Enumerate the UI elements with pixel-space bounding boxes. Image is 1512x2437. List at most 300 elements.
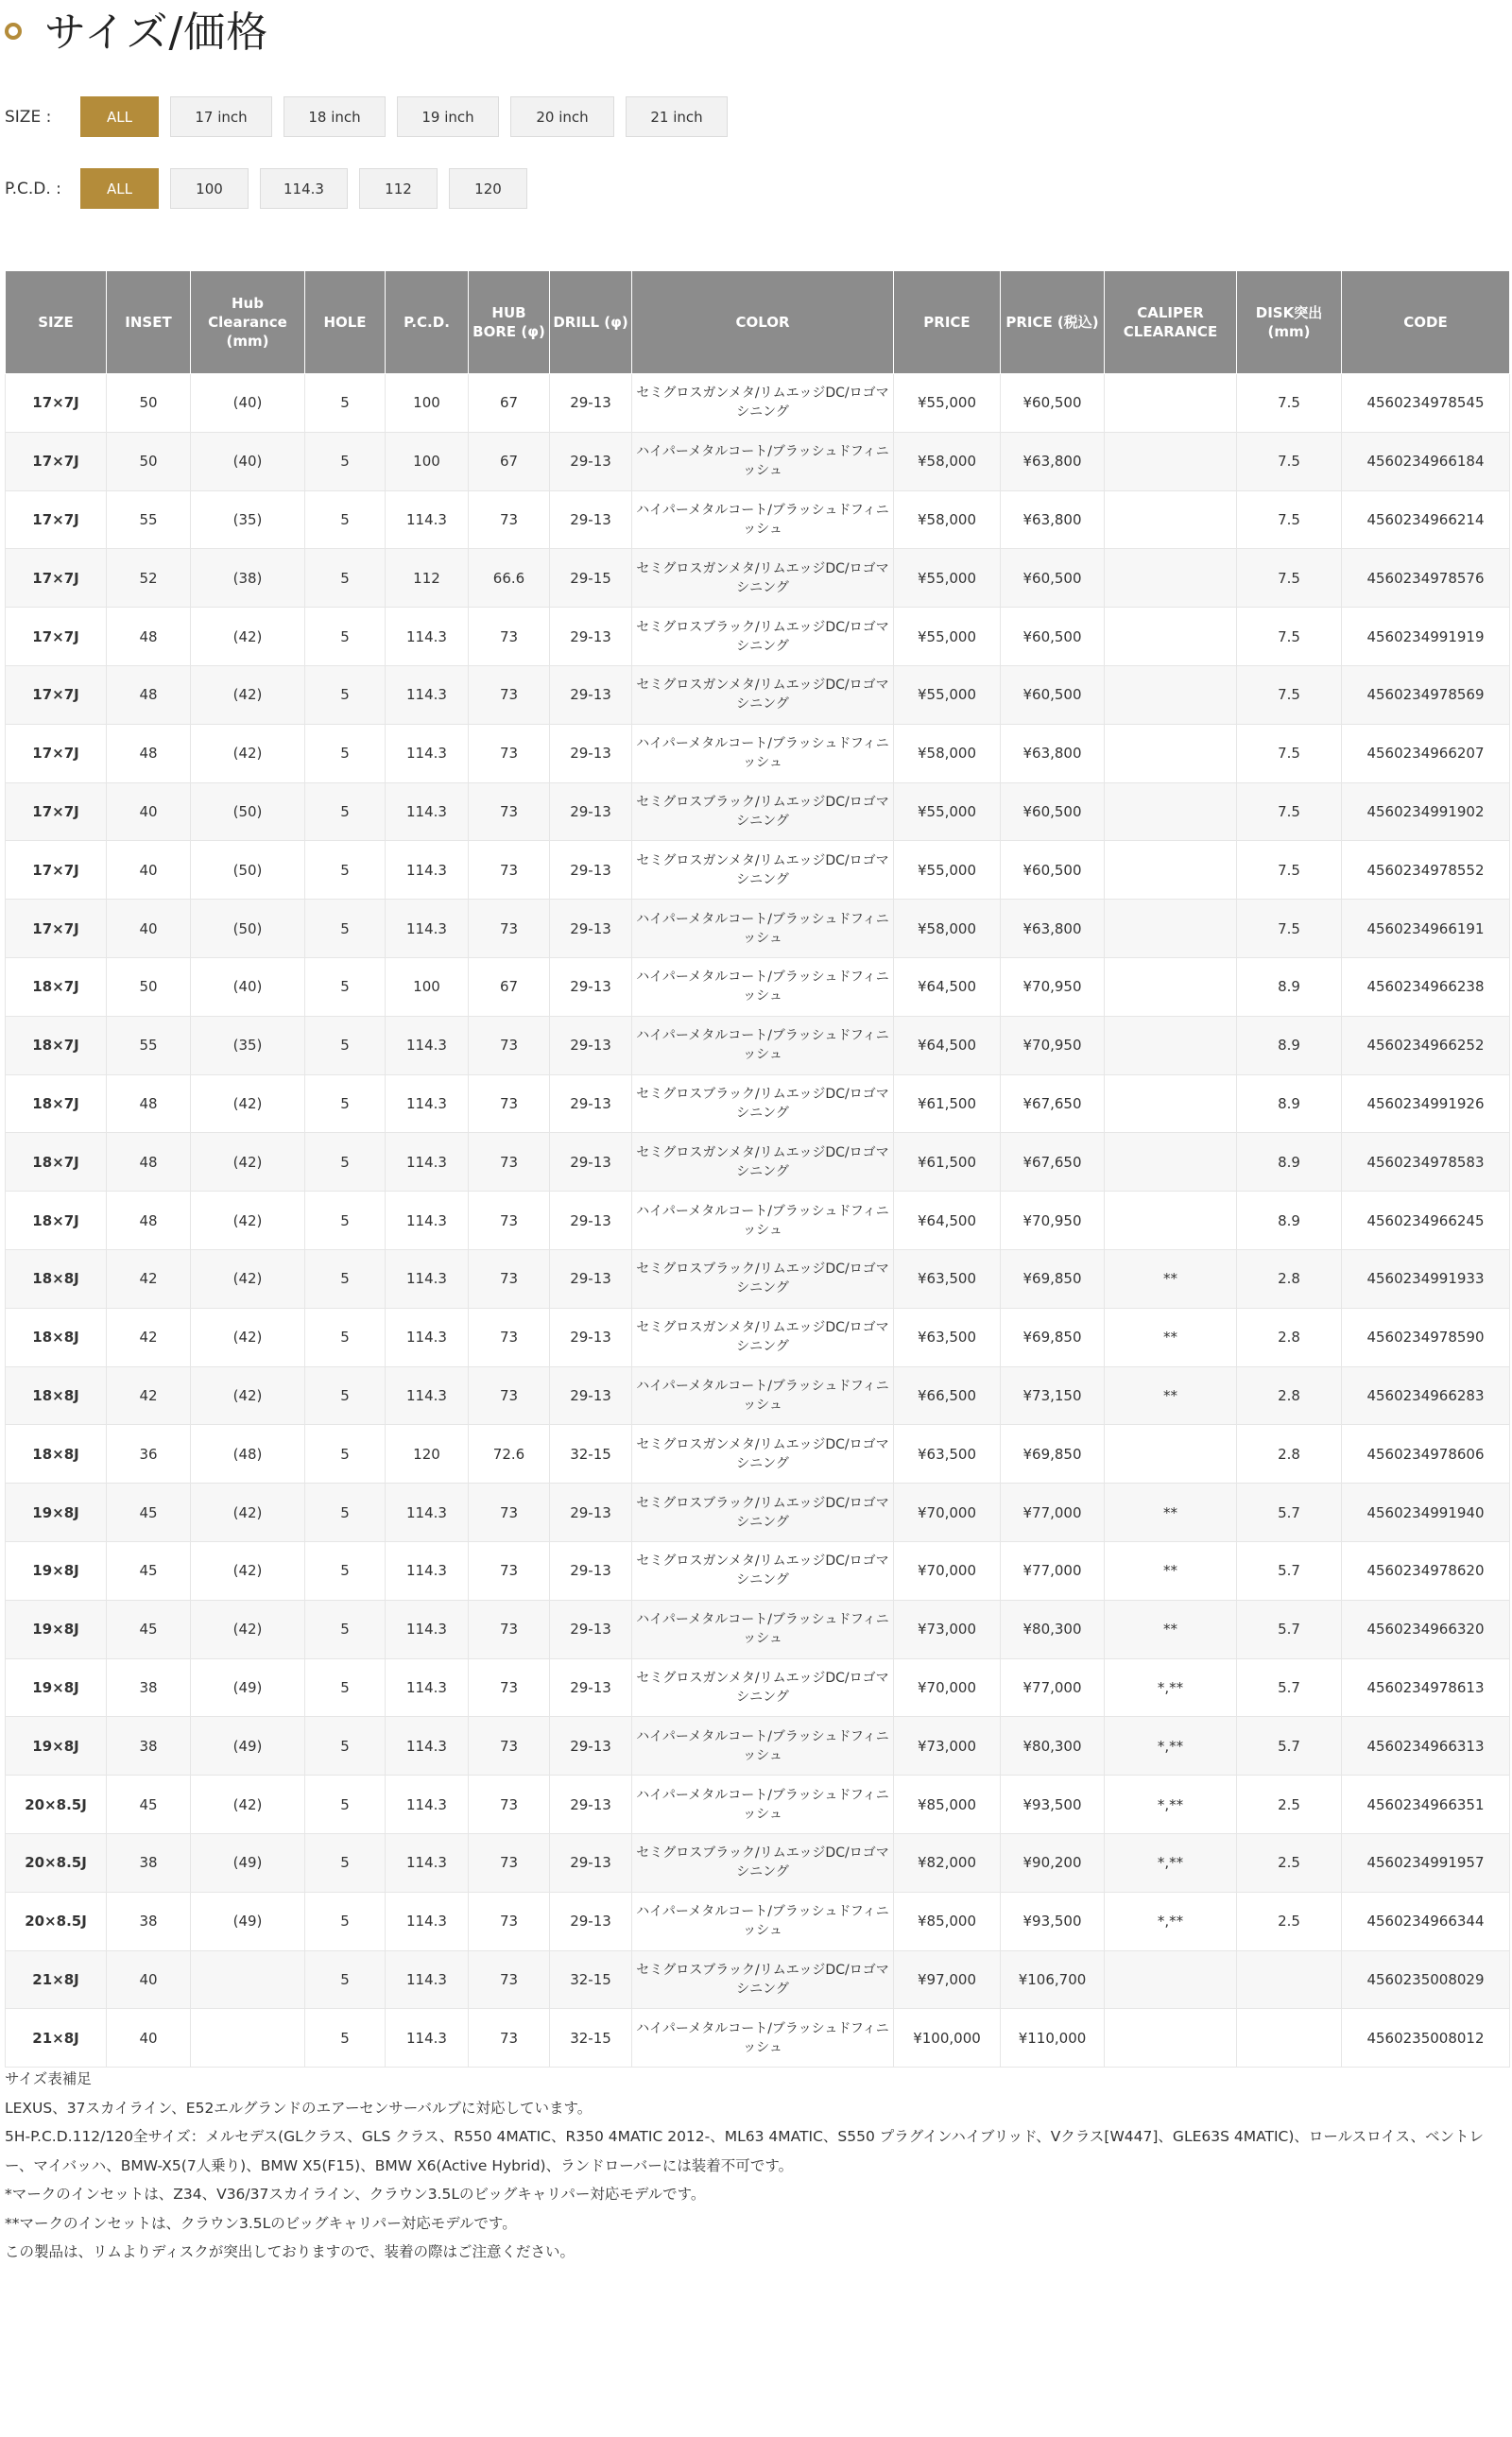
table-cell: [191, 1950, 305, 2009]
table-cell: (42): [191, 1192, 305, 1250]
table-cell: ¥61,500: [894, 1133, 1001, 1192]
table-cell: ¥66,500: [894, 1366, 1001, 1425]
table-cell: 21×8J: [6, 1950, 107, 2009]
table-cell: 8.9: [1237, 1074, 1342, 1133]
table-cell: 8.9: [1237, 1016, 1342, 1074]
table-cell: 29-13: [550, 1776, 632, 1834]
table-cell: 114.3: [386, 1892, 469, 1950]
table-cell: ¥73,000: [894, 1717, 1001, 1776]
table-cell: 73: [469, 1950, 550, 2009]
table-cell: [1105, 374, 1237, 433]
table-row: [6, 1074, 1510, 1133]
table-cell: [1105, 841, 1237, 900]
table-cell: 114.3: [386, 1133, 469, 1192]
table-cell: 29-13: [550, 900, 632, 958]
table-cell: [1105, 608, 1237, 666]
table-row: [6, 432, 1510, 490]
table-cell: 18×8J: [6, 1308, 107, 1366]
table-cell: 73: [469, 1074, 550, 1133]
pcd-filter-chip[interactable]: 120: [449, 168, 527, 209]
table-cell: (48): [191, 1425, 305, 1484]
column-header: COLOR: [632, 271, 894, 374]
table-cell: 73: [469, 1484, 550, 1542]
table-cell: 73: [469, 724, 550, 782]
table-row: [6, 1892, 1510, 1950]
table-cell: ¥69,850: [1001, 1425, 1105, 1484]
table-cell: ¥61,500: [894, 1074, 1001, 1133]
table-cell: ¥63,500: [894, 1308, 1001, 1366]
table-cell: ハイパーメタルコート/ブラッシュドフィニッシュ: [632, 1717, 894, 1776]
table-cell: 29-13: [550, 1600, 632, 1658]
table-cell: 66.6: [469, 549, 550, 608]
table-cell: 4560234966207: [1342, 724, 1510, 782]
table-cell: 5: [305, 1074, 386, 1133]
table-row: [6, 665, 1510, 724]
table-cell: 73: [469, 1133, 550, 1192]
table-cell: ¥58,000: [894, 432, 1001, 490]
table-cell: ¥60,500: [1001, 841, 1105, 900]
pcd-filter-chip[interactable]: 100: [170, 168, 249, 209]
table-cell: ハイパーメタルコート/ブラッシュドフィニッシュ: [632, 900, 894, 958]
table-cell: ハイパーメタルコート/ブラッシュドフィニッシュ: [632, 2009, 894, 2068]
table-cell: 114.3: [386, 841, 469, 900]
table-cell: ¥93,500: [1001, 1776, 1105, 1834]
table-cell: 40: [107, 2009, 191, 2068]
note-line: 5H-P.C.D.112/120全サイズ：メルセデス(GLクラス、GLS クラス、R550 4MATIC、R350 4MATIC 2012-、ML63 4MATIC、S550 プラグインハイブリッド、Vクラス[W447]、GLE63S 4MATIC)、ロールスロイス、ベントレー、マイバッハ、BMW-X5(7人乗り)、BMW X5(F15)、BMW X6(Active Hybrid)、ランドローバーには装着不可です。: [5, 2128, 1484, 2174]
size-filter-chip[interactable]: 21 inch: [626, 96, 728, 137]
note-line: *マークのインセットは、Z34、V36/37スカイライン、クラウン3.5Lのビッグキャリパー対応モデルです。: [5, 2186, 706, 2203]
table-cell: 29-13: [550, 957, 632, 1016]
table-cell: 29-13: [550, 665, 632, 724]
page-title: サイズ/価格: [44, 9, 269, 57]
table-cell: 73: [469, 1833, 550, 1892]
table-cell: 29-13: [550, 1249, 632, 1308]
table-cell: 4560234978620: [1342, 1541, 1510, 1600]
table-cell: (35): [191, 1016, 305, 1074]
table-cell: (40): [191, 957, 305, 1016]
table-cell: (40): [191, 374, 305, 433]
table-cell: ¥55,000: [894, 608, 1001, 666]
pcd-filter-label: P.C.D. :: [5, 179, 61, 198]
table-cell: セミグロスガンメタ/リムエッジDC/ロゴマシニング: [632, 374, 894, 433]
table-cell: (42): [191, 608, 305, 666]
table-cell: (49): [191, 1658, 305, 1717]
table-cell: ¥85,000: [894, 1776, 1001, 1834]
column-header: CODE: [1342, 271, 1510, 374]
table-cell: (42): [191, 1484, 305, 1542]
table-cell: ¥100,000: [894, 2009, 1001, 2068]
table-cell: 18×7J: [6, 1133, 107, 1192]
table-cell: 18×7J: [6, 1074, 107, 1133]
table-cell: 18×8J: [6, 1249, 107, 1308]
pcd-filter-chip[interactable]: 114.3: [260, 168, 348, 209]
table-cell: [1105, 900, 1237, 958]
table-row: [6, 1425, 1510, 1484]
table-cell: 4560234966344: [1342, 1892, 1510, 1950]
table-cell: 114.3: [386, 900, 469, 958]
table-cell: 19×8J: [6, 1658, 107, 1717]
table-cell: ハイパーメタルコート/ブラッシュドフィニッシュ: [632, 724, 894, 782]
table-cell: セミグロスガンメタ/リムエッジDC/ロゴマシニング: [632, 1658, 894, 1717]
table-cell: 8.9: [1237, 1192, 1342, 1250]
table-cell: [1105, 1016, 1237, 1074]
table-cell: 4560234991940: [1342, 1484, 1510, 1542]
note-line: この製品は、リムよりディスクが突出しておりますので、装着の際はご注意ください。: [5, 2243, 575, 2260]
table-cell: *,**: [1105, 1717, 1237, 1776]
table-cell: 17×7J: [6, 549, 107, 608]
table-cell: 50: [107, 374, 191, 433]
table-cell: ¥69,850: [1001, 1308, 1105, 1366]
table-cell: ¥60,500: [1001, 374, 1105, 433]
table-cell: ¥60,500: [1001, 608, 1105, 666]
table-row: [6, 1366, 1510, 1425]
table-cell: **: [1105, 1600, 1237, 1658]
table-cell: 5: [305, 1600, 386, 1658]
table-cell: (42): [191, 1776, 305, 1834]
table-cell: 7.5: [1237, 841, 1342, 900]
table-cell: 32-15: [550, 1950, 632, 2009]
table-cell: 114.3: [386, 1950, 469, 2009]
column-header: HUB BORE (φ): [469, 271, 550, 374]
table-cell: 17×7J: [6, 724, 107, 782]
table-cell: **: [1105, 1249, 1237, 1308]
circle-bullet-icon: [5, 23, 22, 40]
table-cell: ¥80,300: [1001, 1600, 1105, 1658]
table-cell: 5: [305, 1366, 386, 1425]
size-filter-chip[interactable]: ALL: [80, 96, 159, 137]
size-filter-chip[interactable]: 17 inch: [170, 96, 272, 137]
table-cell: 48: [107, 665, 191, 724]
table-cell: 4560235008029: [1342, 1950, 1510, 2009]
table-cell: 29-13: [550, 782, 632, 841]
table-cell: 18×7J: [6, 1016, 107, 1074]
table-cell: 114.3: [386, 665, 469, 724]
table-cell: *,**: [1105, 1776, 1237, 1834]
table-cell: 4560234978613: [1342, 1658, 1510, 1717]
table-cell: 73: [469, 1892, 550, 1950]
column-header: Hub Clearance (mm): [191, 271, 305, 374]
table-cell: 48: [107, 1074, 191, 1133]
table-cell: セミグロスブラック/リムエッジDC/ロゴマシニング: [632, 1484, 894, 1542]
column-header: P.C.D.: [386, 271, 469, 374]
table-cell: 4560234966184: [1342, 432, 1510, 490]
table-cell: ¥64,500: [894, 957, 1001, 1016]
table-cell: ハイパーメタルコート/ブラッシュドフィニッシュ: [632, 1776, 894, 1834]
table-cell: 29-13: [550, 1541, 632, 1600]
table-cell: セミグロスブラック/リムエッジDC/ロゴマシニング: [632, 1833, 894, 1892]
table-cell: *,**: [1105, 1658, 1237, 1717]
table-cell: 29-13: [550, 1192, 632, 1250]
table-cell: ハイパーメタルコート/ブラッシュドフィニッシュ: [632, 1600, 894, 1658]
table-cell: 29-13: [550, 1133, 632, 1192]
table-cell: (35): [191, 490, 305, 549]
table-cell: (50): [191, 841, 305, 900]
table-cell: 29-13: [550, 841, 632, 900]
table-cell: 73: [469, 1192, 550, 1250]
table-cell: ¥70,950: [1001, 1016, 1105, 1074]
table-cell: 8.9: [1237, 957, 1342, 1016]
table-cell: 73: [469, 1776, 550, 1834]
table-cell: 5: [305, 1192, 386, 1250]
table-cell: ¥63,500: [894, 1425, 1001, 1484]
table-cell: ハイパーメタルコート/ブラッシュドフィニッシュ: [632, 1366, 894, 1425]
table-row: [6, 1016, 1510, 1074]
table-cell: 73: [469, 1658, 550, 1717]
table-cell: 29-13: [550, 374, 632, 433]
table-cell: ¥82,000: [894, 1833, 1001, 1892]
table-cell: 2.8: [1237, 1249, 1342, 1308]
table-cell: 17×7J: [6, 374, 107, 433]
table-cell: 17×7J: [6, 900, 107, 958]
table-row: [6, 724, 1510, 782]
table-cell: 5: [305, 900, 386, 958]
table-cell: 5.7: [1237, 1484, 1342, 1542]
table-cell: 114.3: [386, 490, 469, 549]
table-cell: 42: [107, 1308, 191, 1366]
table-cell: セミグロスガンメタ/リムエッジDC/ロゴマシニング: [632, 665, 894, 724]
table-cell: 114.3: [386, 1074, 469, 1133]
table-cell: ¥67,650: [1001, 1133, 1105, 1192]
table-cell: ¥58,000: [894, 490, 1001, 549]
table-cell: ¥63,500: [894, 1249, 1001, 1308]
table-cell: 5: [305, 1249, 386, 1308]
table-cell: 5: [305, 432, 386, 490]
table-cell: 5: [305, 374, 386, 433]
table-row: [6, 782, 1510, 841]
table-cell: (38): [191, 549, 305, 608]
table-row: [6, 490, 1510, 549]
table-cell: [1105, 1133, 1237, 1192]
table-cell: 17×7J: [6, 432, 107, 490]
table-row: [6, 2009, 1510, 2068]
table-cell: セミグロスブラック/リムエッジDC/ロゴマシニング: [632, 1950, 894, 2009]
table-cell: ¥97,000: [894, 1950, 1001, 2009]
table-cell: 73: [469, 1249, 550, 1308]
table-cell: [1105, 724, 1237, 782]
table-row: [6, 900, 1510, 958]
table-cell: [1237, 2009, 1342, 2068]
table-cell: 5: [305, 1658, 386, 1717]
table-cell: 73: [469, 841, 550, 900]
table-cell: ¥70,000: [894, 1484, 1001, 1542]
table-cell: 114.3: [386, 1717, 469, 1776]
table-cell: セミグロスガンメタ/リムエッジDC/ロゴマシニング: [632, 1425, 894, 1484]
table-cell: 17×7J: [6, 608, 107, 666]
note-line: LEXUS、37スカイライン、E52エルグランドのエアーセンサーバルブに対応しています。: [5, 2099, 593, 2117]
table-cell: 112: [386, 549, 469, 608]
table-cell: 40: [107, 841, 191, 900]
table-cell: 7.5: [1237, 724, 1342, 782]
table-cell: 19×8J: [6, 1484, 107, 1542]
table-cell: [1105, 549, 1237, 608]
table-cell: ¥63,800: [1001, 900, 1105, 958]
table-cell: 29-13: [550, 432, 632, 490]
table-cell: [1237, 1950, 1342, 2009]
table-cell: ¥55,000: [894, 665, 1001, 724]
table-cell: 4560234966351: [1342, 1776, 1510, 1834]
table-cell: 5: [305, 724, 386, 782]
table-cell: 114.3: [386, 2009, 469, 2068]
table-cell: (42): [191, 1366, 305, 1425]
page-heading: [5, 5, 269, 57]
table-cell: 20×8.5J: [6, 1776, 107, 1834]
table-cell: 114.3: [386, 1600, 469, 1658]
table-cell: 67: [469, 432, 550, 490]
column-header: PRICE (税込): [1001, 271, 1105, 374]
table-cell: 73: [469, 900, 550, 958]
table-cell: 4560234978569: [1342, 665, 1510, 724]
table-cell: ハイパーメタルコート/ブラッシュドフィニッシュ: [632, 490, 894, 549]
table-cell: 4560234966283: [1342, 1366, 1510, 1425]
table-cell: 18×8J: [6, 1366, 107, 1425]
table-cell: ¥55,000: [894, 374, 1001, 433]
table-cell: 4560234991957: [1342, 1833, 1510, 1892]
table-cell: 36: [107, 1425, 191, 1484]
table-cell: 5.7: [1237, 1658, 1342, 1717]
table-cell: ハイパーメタルコート/ブラッシュドフィニッシュ: [632, 1192, 894, 1250]
table-cell: 17×7J: [6, 841, 107, 900]
table-cell: 4560234966252: [1342, 1016, 1510, 1074]
table-cell: ¥110,000: [1001, 2009, 1105, 2068]
table-cell: 5: [305, 782, 386, 841]
table-row: [6, 1541, 1510, 1600]
notes-heading: サイズ表補足: [5, 2070, 92, 2087]
column-header: CALIPER CLEARANCE: [1105, 271, 1237, 374]
table-cell: ¥70,950: [1001, 957, 1105, 1016]
table-cell: **: [1105, 1308, 1237, 1366]
table-cell: ¥73,150: [1001, 1366, 1105, 1425]
table-cell: (42): [191, 1074, 305, 1133]
table-cell: 114.3: [386, 782, 469, 841]
table-cell: (49): [191, 1892, 305, 1950]
table-cell: 4560234966313: [1342, 1717, 1510, 1776]
column-header: SIZE: [6, 271, 107, 374]
table-cell: 42: [107, 1366, 191, 1425]
table-cell: [1105, 432, 1237, 490]
table-cell: セミグロスガンメタ/リムエッジDC/ロゴマシニング: [632, 1308, 894, 1366]
table-row: [6, 1249, 1510, 1308]
table-cell: セミグロスガンメタ/リムエッジDC/ロゴマシニング: [632, 1541, 894, 1600]
table-cell: (42): [191, 1600, 305, 1658]
size-filter-chip[interactable]: 20 inch: [510, 96, 614, 137]
table-cell: **: [1105, 1366, 1237, 1425]
table-cell: (50): [191, 900, 305, 958]
table-cell: 48: [107, 1192, 191, 1250]
table-cell: 18×7J: [6, 957, 107, 1016]
table-cell: ¥85,000: [894, 1892, 1001, 1950]
table-row: [6, 1717, 1510, 1776]
table-cell: 5: [305, 665, 386, 724]
size-filter-chip[interactable]: 18 inch: [284, 96, 386, 137]
table-cell: 73: [469, 2009, 550, 2068]
table-cell: (49): [191, 1717, 305, 1776]
table-cell: 50: [107, 957, 191, 1016]
table-cell: 29-13: [550, 1892, 632, 1950]
table-cell: 2.8: [1237, 1425, 1342, 1484]
table-cell: 5.7: [1237, 1717, 1342, 1776]
table-cell: 2.5: [1237, 1776, 1342, 1834]
table-cell: ハイパーメタルコート/ブラッシュドフィニッシュ: [632, 432, 894, 490]
table-cell: 114.3: [386, 1016, 469, 1074]
table-cell: 4560234991902: [1342, 782, 1510, 841]
table-cell: 50: [107, 432, 191, 490]
table-cell: ¥70,000: [894, 1658, 1001, 1717]
table-cell: 4560234978545: [1342, 374, 1510, 433]
table-cell: ¥93,500: [1001, 1892, 1105, 1950]
table-cell: 20×8.5J: [6, 1892, 107, 1950]
table-cell: ¥80,300: [1001, 1717, 1105, 1776]
table-cell: 114.3: [386, 608, 469, 666]
note-line: **マークのインセットは、クラウン3.5Lのビッグキャリパー対応モデルです。: [5, 2214, 517, 2232]
table-cell: 72.6: [469, 1425, 550, 1484]
table-cell: (42): [191, 1249, 305, 1308]
table-cell: 114.3: [386, 1366, 469, 1425]
table-cell: 73: [469, 1016, 550, 1074]
table-cell: ¥69,850: [1001, 1249, 1105, 1308]
table-cell: 5: [305, 1308, 386, 1366]
table-cell: 114.3: [386, 1776, 469, 1834]
table-cell: 29-13: [550, 1074, 632, 1133]
table-cell: 73: [469, 1366, 550, 1425]
table-cell: 5: [305, 490, 386, 549]
size-table-notes: [5, 2065, 1507, 2267]
table-cell: 114.3: [386, 1541, 469, 1600]
table-cell: 32-15: [550, 1425, 632, 1484]
table-cell: セミグロスブラック/リムエッジDC/ロゴマシニング: [632, 608, 894, 666]
table-cell: ¥55,000: [894, 549, 1001, 608]
size-filter: [5, 96, 739, 137]
table-cell: 2.5: [1237, 1833, 1342, 1892]
table-row: [6, 1658, 1510, 1717]
table-cell: ¥63,800: [1001, 432, 1105, 490]
table-cell: 7.5: [1237, 608, 1342, 666]
table-cell: 48: [107, 724, 191, 782]
table-cell: (42): [191, 1133, 305, 1192]
table-cell: 4560234966191: [1342, 900, 1510, 958]
table-cell: 73: [469, 1541, 550, 1600]
table-cell: ¥67,650: [1001, 1074, 1105, 1133]
table-cell: 5: [305, 1717, 386, 1776]
pcd-filter-chip[interactable]: 112: [359, 168, 438, 209]
table-cell: 19×8J: [6, 1541, 107, 1600]
table-cell: (42): [191, 665, 305, 724]
table-cell: 114.3: [386, 1249, 469, 1308]
table-cell: 4560234978590: [1342, 1308, 1510, 1366]
table-cell: 21×8J: [6, 2009, 107, 2068]
table-cell: 5: [305, 1425, 386, 1484]
table-cell: 48: [107, 1133, 191, 1192]
table-cell: 5: [305, 1133, 386, 1192]
size-filter-chip[interactable]: 19 inch: [397, 96, 499, 137]
table-row: [6, 1133, 1510, 1192]
table-cell: 38: [107, 1892, 191, 1950]
table-cell: 29-13: [550, 1366, 632, 1425]
table-cell: [1105, 1074, 1237, 1133]
table-row: [6, 1950, 1510, 2009]
pcd-filter-chip[interactable]: ALL: [80, 168, 159, 209]
table-cell: [1105, 1950, 1237, 2009]
table-cell: ¥70,950: [1001, 1192, 1105, 1250]
table-cell: セミグロスブラック/リムエッジDC/ロゴマシニング: [632, 1249, 894, 1308]
table-cell: ¥77,000: [1001, 1484, 1105, 1542]
table-cell: ¥106,700: [1001, 1950, 1105, 2009]
table-cell: 73: [469, 1308, 550, 1366]
table-cell: 5: [305, 1484, 386, 1542]
table-cell: 29-13: [550, 1658, 632, 1717]
table-cell: [191, 2009, 305, 2068]
table-cell: 29-13: [550, 608, 632, 666]
table-cell: 5: [305, 1016, 386, 1074]
